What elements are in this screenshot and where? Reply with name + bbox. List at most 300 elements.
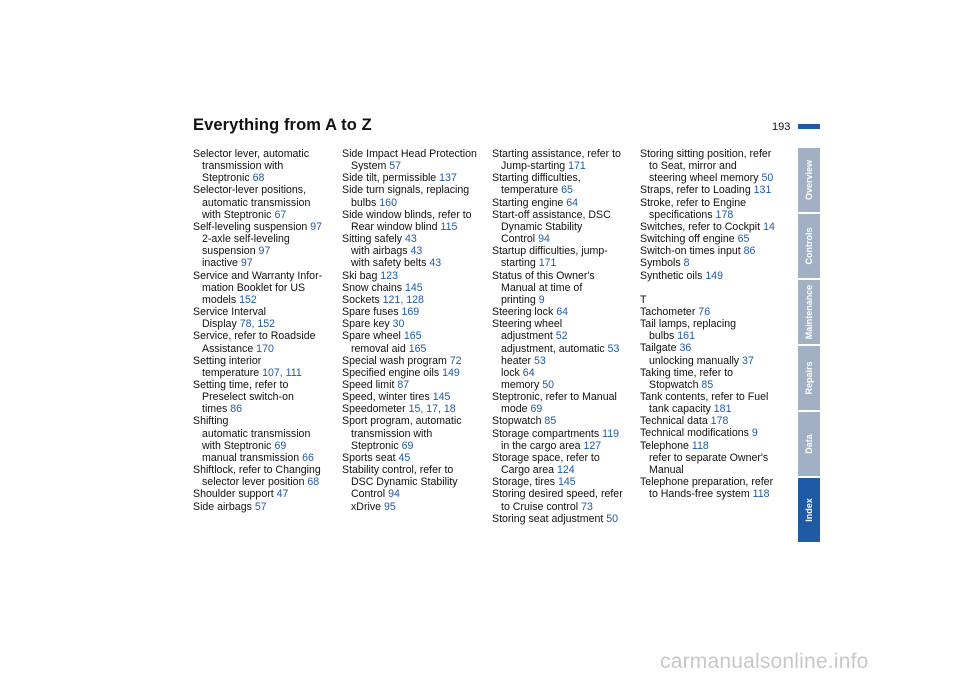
index-term: Service and Warranty Infor-	[193, 269, 323, 282]
page-reference-link[interactable]: 131	[753, 184, 772, 197]
index-term: Taking time, refer to	[640, 366, 734, 379]
index-entry	[342, 330, 492, 342]
index-term: Sports seat	[342, 451, 399, 464]
index-term: Telephone preparation, refer	[640, 476, 774, 489]
index-term: Stroke, refer to Engine	[640, 196, 746, 209]
page-reference-link[interactable]: 78, 152	[239, 318, 276, 331]
index-term: memory	[501, 378, 543, 391]
page-reference-link[interactable]: 30	[392, 318, 405, 331]
page-reference-link[interactable]: 94	[388, 488, 400, 501]
index-subentry	[193, 294, 343, 306]
page-reference-link[interactable]: 76	[698, 305, 711, 318]
index-subentry	[342, 245, 492, 257]
index-entry	[640, 367, 790, 379]
index-entry	[342, 148, 492, 160]
index-term: automatic transmission	[202, 196, 311, 209]
index-term: Side tilt, permissible	[342, 172, 440, 185]
tab-index[interactable]	[798, 478, 820, 542]
index-entry	[193, 148, 343, 160]
page-reference-link[interactable]: 107, 111	[262, 366, 302, 379]
index-entry	[640, 221, 790, 233]
index-entry	[492, 415, 642, 427]
page-reference-link[interactable]: 50	[761, 172, 774, 185]
index-entry	[342, 233, 492, 245]
index-subentry	[193, 197, 343, 209]
index-term: Storage, tires	[492, 476, 558, 489]
index-subentry	[193, 209, 343, 221]
index-entry	[193, 221, 343, 233]
index-term: mode	[501, 403, 531, 416]
page-reference-link[interactable]: 165	[403, 330, 422, 343]
index-subentry	[640, 379, 790, 391]
index-term: Rear window blind	[351, 220, 441, 233]
index-term: adjustment	[501, 330, 556, 343]
index-term: Dynamic Stability	[501, 220, 583, 233]
index-subentry	[640, 464, 790, 476]
page-reference-link[interactable]: 127	[583, 439, 602, 452]
index-term: 2-axle self-leveling	[202, 233, 290, 246]
index-term: Technical modifications	[640, 427, 752, 440]
index-term: to Hands-free system	[649, 488, 753, 501]
page-reference-link[interactable]: 95	[383, 500, 396, 513]
page-reference-link[interactable]: 47	[276, 488, 289, 501]
index-entry	[342, 184, 492, 196]
page-reference-link[interactable]: 57	[254, 500, 267, 513]
index-subentry	[193, 233, 343, 245]
index-term: DSC Dynamic Stability	[351, 476, 458, 489]
index-term: printing	[501, 293, 539, 306]
index-subentry	[193, 391, 343, 403]
page-reference-link[interactable]: 171	[538, 257, 557, 270]
index-entry	[193, 501, 343, 513]
index-term: Straps, refer to Loading	[640, 184, 754, 197]
index-subentry	[342, 428, 492, 440]
index-entry	[640, 197, 790, 209]
watermark: carmanualsonline.info	[660, 650, 869, 673]
page-title: Everything from A to Z	[193, 116, 372, 134]
index-term: Selector-lever positions,	[193, 184, 307, 197]
page-reference-link[interactable]: 181	[713, 403, 732, 416]
page-reference-link[interactable]: 97	[240, 257, 253, 270]
index-term: Service, refer to Roadside	[193, 330, 316, 343]
index-term: Tank contents, refer to Fuel	[640, 390, 769, 403]
index-term: transmission with	[202, 160, 284, 173]
index-entry	[193, 355, 343, 367]
page-reference-link[interactable]: 45	[398, 451, 411, 464]
index-term: Spare fuses	[342, 306, 402, 319]
index-term: Storing desired speed, refer	[492, 488, 623, 501]
index-entry	[492, 488, 642, 500]
index-entry	[640, 427, 790, 439]
page-reference-link[interactable]: 9	[538, 293, 545, 306]
index-subentry	[342, 488, 492, 500]
page-reference-link[interactable]: 50	[542, 378, 554, 391]
index-subentry	[640, 160, 790, 172]
index-term: inactive	[202, 257, 241, 270]
index-term: Tail lamps, replacing	[640, 318, 736, 331]
index-term: Steering lock	[492, 306, 557, 319]
page-reference-link[interactable]: 119	[602, 427, 619, 440]
page-reference-link[interactable]: 169	[401, 306, 420, 319]
index-column-2	[342, 148, 492, 513]
page-reference-link[interactable]: 124	[556, 464, 575, 477]
page-reference-link[interactable]: 14	[763, 220, 775, 233]
page-reference-link[interactable]: 43	[405, 233, 417, 246]
index-entry	[342, 464, 492, 476]
index-term: removal aid	[351, 342, 409, 355]
index-term: times	[202, 403, 231, 416]
page-reference-link[interactable]: 178	[715, 208, 734, 221]
index-term: Control	[351, 488, 389, 501]
index-subentry	[342, 501, 492, 513]
index-entry	[640, 257, 790, 269]
page-reference-link[interactable]: 170	[256, 342, 274, 355]
index-entry	[492, 318, 642, 330]
index-term: with safety belts	[351, 257, 430, 270]
index-subentry	[492, 440, 642, 452]
index-subentry	[342, 440, 492, 452]
tab-label: Overview	[804, 159, 814, 201]
index-term: Switch-on times input	[640, 245, 744, 258]
index-entry	[342, 355, 492, 367]
index-term: automatic transmission	[202, 427, 311, 440]
page-reference-link[interactable]: 37	[742, 354, 754, 367]
index-entry	[640, 148, 790, 160]
index-term: Side window blinds, refer to	[342, 208, 472, 221]
index-term: Cargo area	[501, 464, 557, 477]
index-subentry	[492, 221, 642, 233]
index-subentry	[492, 501, 642, 513]
index-subentry	[193, 403, 343, 415]
index-term: Stability control, refer to	[342, 464, 454, 477]
page-number: 193	[772, 121, 791, 133]
index-term: Storage space, refer to	[492, 451, 600, 464]
index-entry	[193, 464, 343, 476]
tab-overview[interactable]	[798, 148, 820, 212]
page-reference-link[interactable]: 72	[449, 354, 462, 367]
index-entry	[193, 184, 343, 196]
index-entry	[342, 282, 492, 294]
page-reference-link[interactable]: 53	[607, 342, 620, 355]
index-subentry	[342, 197, 492, 209]
page-reference-link[interactable]: 69	[274, 439, 287, 452]
index-entry	[342, 209, 492, 221]
index-subentry	[193, 428, 343, 440]
index-subentry	[492, 379, 642, 391]
index-term: Starting engine	[492, 196, 567, 209]
index-subentry	[193, 172, 343, 184]
tab-repairs[interactable]	[798, 346, 820, 410]
index-term: Preselect switch-on	[202, 391, 294, 404]
tab-controls[interactable]	[798, 214, 820, 278]
index-term: Side turn signals, replacing	[342, 184, 470, 197]
page-reference-link[interactable]: 64	[566, 196, 579, 209]
index-term: Control	[501, 233, 539, 246]
index-subentry	[492, 294, 642, 306]
index-term: Steptronic, refer to Manual	[492, 391, 617, 404]
index-subentry	[193, 476, 343, 488]
page-reference-link[interactable]: 57	[389, 160, 402, 173]
index-term: bulbs	[351, 196, 380, 209]
index-subentry	[193, 452, 343, 464]
index-term: Setting time, refer to	[193, 378, 289, 391]
index-term: Status of this Owner's	[492, 269, 595, 282]
index-subentry	[640, 355, 790, 367]
index-subentry	[342, 160, 492, 172]
index-entry	[492, 428, 642, 440]
index-term: with Steptronic	[202, 439, 275, 452]
page-reference-link[interactable]: 53	[533, 354, 546, 367]
index-term: heater	[501, 354, 534, 367]
tab-data[interactable]	[798, 412, 820, 476]
index-subentry	[193, 160, 343, 172]
page-reference-link[interactable]: 165	[408, 342, 427, 355]
index-subentry	[193, 440, 343, 452]
page-reference-link[interactable]: 145	[405, 281, 423, 294]
index-entry	[342, 415, 492, 427]
index-term: Storage compartments	[492, 427, 603, 440]
page-reference-link[interactable]: 68	[307, 476, 320, 489]
index-term: Service Interval	[193, 306, 267, 319]
tab-maintenance[interactable]	[798, 280, 820, 344]
index-term: System	[351, 160, 390, 173]
page-reference-link[interactable]: 43	[410, 245, 423, 258]
tab-label: Repairs	[804, 361, 814, 395]
index-term: Speedometer	[342, 403, 409, 416]
index-entry	[342, 379, 492, 391]
index-entry	[342, 270, 492, 282]
page-reference-link[interactable]: 36	[679, 342, 692, 355]
index-entry	[193, 306, 343, 318]
page-reference-link[interactable]: 118	[691, 439, 709, 452]
index-term: Tailgate	[640, 342, 680, 355]
index-entry	[640, 415, 790, 427]
index-entry	[342, 306, 492, 318]
page-reference-link[interactable]: 97	[258, 245, 271, 258]
index-entry	[640, 245, 790, 257]
index-term: Storing sitting position, refer	[640, 148, 772, 160]
index-column-3	[492, 148, 642, 525]
index-entry	[342, 452, 492, 464]
page-reference-link[interactable]: 121, 128	[382, 293, 424, 306]
tab-label: Index	[804, 498, 814, 522]
page-reference-link[interactable]: 118	[752, 488, 770, 501]
page-reference-link[interactable]: 171	[568, 160, 586, 173]
index-subentry	[640, 403, 790, 415]
index-term: manual transmission	[202, 451, 303, 464]
tab-label: Data	[804, 434, 814, 454]
index-term: lock	[501, 366, 523, 379]
index-term: Speed, winter tires	[342, 391, 433, 404]
index-term: Starting difficulties,	[492, 172, 581, 185]
index-term: Side airbags	[193, 500, 255, 513]
index-term: to Seat, mirror and	[649, 160, 737, 173]
index-entry	[193, 415, 343, 427]
index-term: Technical data	[640, 415, 711, 428]
index-subentry	[492, 403, 642, 415]
index-term: specifications	[649, 208, 716, 221]
index-term: Symbols	[640, 257, 684, 270]
index-subentry	[492, 367, 642, 379]
page-reference-link[interactable]: 152	[239, 293, 257, 306]
index-column-4	[640, 148, 790, 500]
index-subentry	[193, 367, 343, 379]
index-term: Display	[202, 318, 240, 331]
index-term: suspension	[202, 245, 259, 258]
page-reference-link[interactable]: 8	[683, 257, 690, 270]
index-column-1	[193, 148, 343, 513]
page-reference-link[interactable]: 161	[677, 330, 695, 343]
page-reference-link[interactable]: 149	[442, 366, 460, 379]
page-reference-link[interactable]: 69	[530, 403, 543, 416]
page-reference-link[interactable]: 137	[439, 172, 457, 185]
index-entry	[342, 391, 492, 403]
index-term: Side Impact Head Protection	[342, 148, 477, 160]
index-term: steering wheel memory	[649, 172, 762, 185]
page-reference-link[interactable]: 85	[544, 415, 557, 428]
page-reference-link[interactable]: 86	[230, 403, 243, 416]
index-term: temperature	[501, 184, 562, 197]
index-term: to Cruise control	[501, 500, 582, 513]
index-subentry	[640, 488, 790, 500]
page-reference-link[interactable]: 43	[429, 257, 442, 270]
index-subentry	[640, 209, 790, 221]
page-reference-link[interactable]: 115	[440, 220, 458, 233]
index-term: Special wash program	[342, 354, 450, 367]
index-subentry	[193, 257, 343, 269]
index-term: Stopwatch	[649, 378, 702, 391]
page-reference-link[interactable]: 97	[310, 220, 322, 233]
index-entry	[640, 440, 790, 452]
section-tabs	[798, 148, 820, 544]
index-term: Speed limit	[342, 378, 398, 391]
index-term: Startup difficulties, jump-	[492, 245, 608, 258]
page-reference-link[interactable]: 145	[557, 476, 576, 489]
index-term: Self-leveling suspension	[193, 220, 311, 233]
index-term: xDrive	[351, 500, 384, 513]
index-subentry	[342, 221, 492, 233]
index-entry	[640, 318, 790, 330]
page-reference-link[interactable]: 73	[581, 500, 593, 513]
index-term: with Steptronic	[202, 208, 275, 221]
index-entry	[342, 294, 492, 306]
page-reference-link[interactable]: 64	[522, 366, 535, 379]
tab-label: Maintenance	[804, 284, 814, 340]
index-term: models	[202, 293, 240, 306]
index-term: selector lever position	[202, 476, 308, 489]
index-subentry	[193, 318, 343, 330]
index-subentry	[640, 330, 790, 342]
index-entry	[492, 306, 642, 318]
index-term: Snow chains	[342, 281, 406, 294]
index-entry	[492, 391, 642, 403]
index-entry	[492, 270, 642, 282]
index-subentry	[492, 355, 642, 367]
index-subentry	[492, 464, 642, 476]
index-subentry	[640, 452, 790, 464]
index-term: Setting interior	[193, 354, 262, 367]
page-reference-link[interactable]: 65	[561, 184, 573, 197]
index-subentry	[193, 245, 343, 257]
index-entry	[640, 306, 790, 318]
index-subentry	[492, 282, 642, 294]
page-reference-link[interactable]: 9	[751, 427, 758, 440]
index-term: Steering wheel	[492, 318, 563, 331]
index-subentry	[492, 184, 642, 196]
index-term: Steptronic	[202, 172, 253, 185]
index-term: tank capacity	[649, 403, 714, 416]
index-term: Storing seat adjustment	[492, 512, 607, 525]
page-reference-link[interactable]: 94	[538, 233, 550, 246]
index-term: Ski bag	[342, 269, 381, 282]
page-reference-link[interactable]: 66	[302, 451, 314, 464]
page-reference-link[interactable]: 85	[701, 378, 714, 391]
index-term: bulbs	[649, 330, 678, 343]
index-subentry	[492, 330, 642, 342]
index-entry	[342, 172, 492, 184]
index-section-letter	[640, 294, 790, 306]
index-entry	[193, 330, 343, 342]
index-term: Spare key	[342, 318, 393, 331]
index-term: Selector lever, automatic	[193, 148, 309, 160]
index-entry	[193, 488, 343, 500]
page-reference-link[interactable]: 15, 17, 18	[408, 403, 456, 416]
page-reference-link[interactable]: 69	[401, 439, 414, 452]
index-term: Steptronic	[351, 439, 402, 452]
page-reference-link[interactable]: 123	[380, 269, 398, 282]
index-entry	[492, 476, 642, 488]
page-reference-link[interactable]: 178	[710, 415, 729, 428]
page-reference-link[interactable]: 67	[274, 208, 287, 221]
index-subentry	[492, 233, 642, 245]
index-term: mation Booklet for US	[202, 281, 306, 294]
index-term: Assistance	[202, 342, 257, 355]
page-reference-link[interactable]: 160	[379, 196, 397, 209]
page-reference-link[interactable]: 65	[737, 233, 750, 246]
page-reference-link[interactable]: 149	[705, 269, 724, 282]
index-entry	[640, 233, 790, 245]
index-entry	[492, 452, 642, 464]
index-term: Spare wheel	[342, 330, 404, 343]
page-reference-link[interactable]: 145	[432, 391, 451, 404]
page-reference-link[interactable]: 50	[606, 512, 619, 525]
index-term: Starting assistance, refer to	[492, 148, 621, 160]
index-entry	[640, 391, 790, 403]
index-term: temperature	[202, 366, 263, 379]
index-entry	[492, 172, 642, 184]
page-reference-link[interactable]: 86	[743, 245, 756, 258]
index-term: with airbags	[351, 245, 411, 258]
page-reference-link[interactable]: 87	[397, 378, 410, 391]
index-subentry	[492, 160, 642, 172]
index-subentry	[640, 172, 790, 184]
index-entry	[342, 367, 492, 379]
index-term: Shiftlock, refer to Changing	[193, 464, 321, 477]
index-subentry	[342, 476, 492, 488]
index-term: Switching off engine	[640, 233, 738, 246]
page-reference-link[interactable]: 52	[555, 330, 568, 343]
index-term: Start-off assistance, DSC	[492, 208, 611, 221]
index-term: Sockets	[342, 293, 383, 306]
index-term: transmission with	[351, 427, 433, 440]
tab-label: Controls	[804, 227, 814, 265]
page-reference-link[interactable]: 68	[252, 172, 265, 185]
page-number-bar	[798, 124, 820, 129]
index-entry	[640, 184, 790, 196]
page-reference-link[interactable]: 64	[556, 306, 568, 319]
index-term: Manual at time of	[501, 281, 583, 294]
index-entry	[640, 342, 790, 354]
